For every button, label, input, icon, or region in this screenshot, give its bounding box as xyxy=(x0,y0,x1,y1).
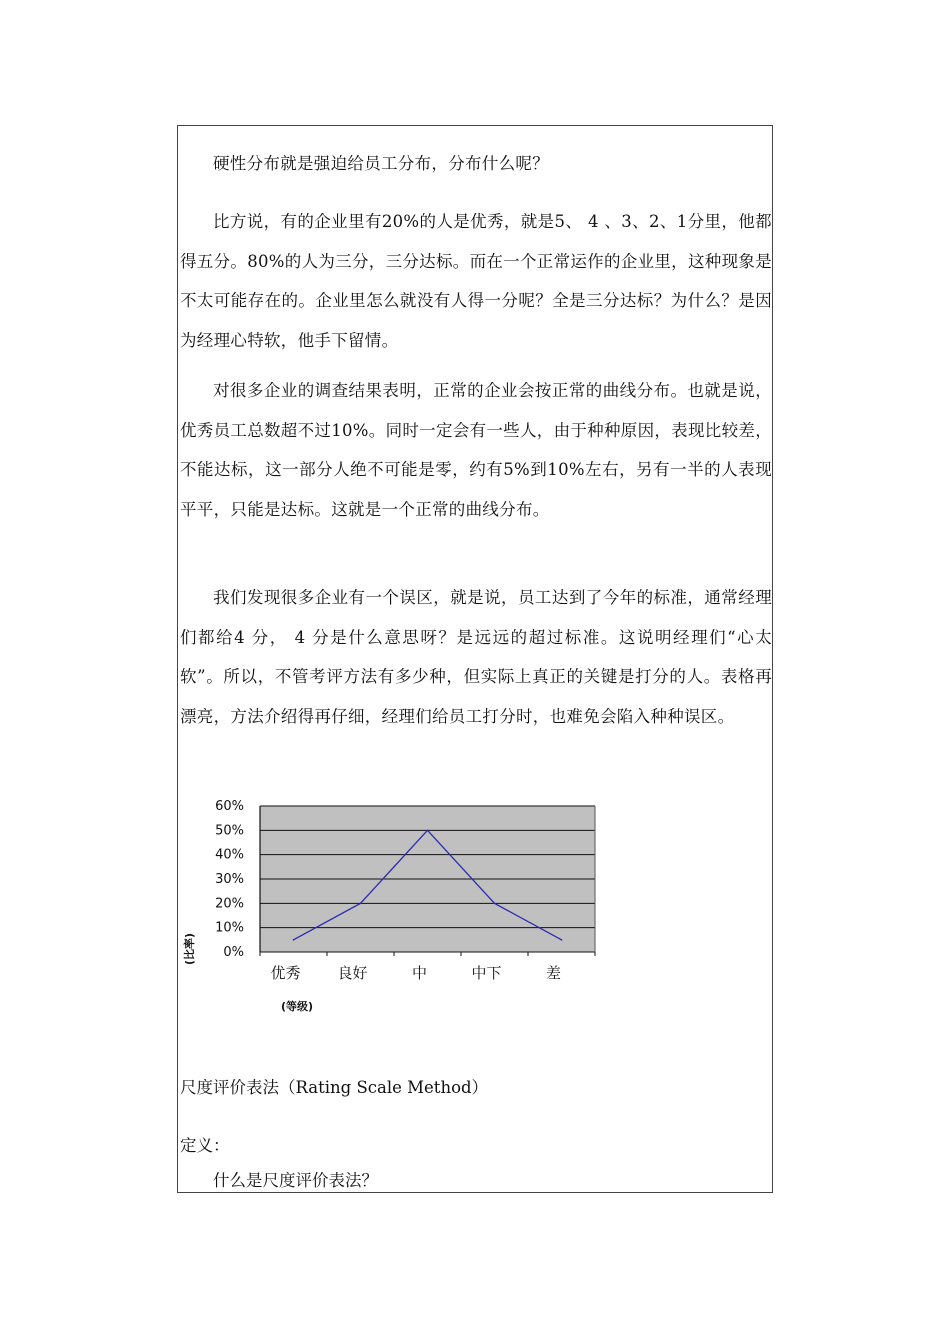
data-point xyxy=(561,939,563,941)
y-tick-label: 0% xyxy=(223,945,244,960)
section-title: 尺度评价表法（Rating Scale Method） xyxy=(180,1078,489,1097)
question-text: 什么是尺度评价表法？ xyxy=(213,1171,378,1190)
x-category-label: 中下 xyxy=(471,964,502,982)
data-point xyxy=(427,830,429,832)
y-tick-label: 60% xyxy=(215,800,244,814)
paragraph-4: 我们发现很多企业有一个误区，就是说，员工达到了今年的标准，通常经理们都给4 分， 4 分是什么意思呀？是远远的超过标准。这说明经理们“心太软”。所以，不管考评方法有多少种，但实际上真正的关键是打分的人。表格再漂亮，方法介绍得再仔细，经理们给员工打分时，也难免会陷入种种误区。 xyxy=(180,588,772,726)
paragraph-2: 比方说，有的企业里有20%的人是优秀，就是5、 4 、3、2、1分里，他都得五分。80%的人为三分，三分达标。而在一个正常运作的企业里，这种现象是不太可能存在的。企业里怎么就没有人得一分呢？全是三分达标？为什么？是因为经理心特软，他手下留情。 xyxy=(180,212,772,350)
y-tick-label: 20% xyxy=(215,896,244,912)
distribution-line-chart xyxy=(180,800,610,1030)
y-tick-label: 30% xyxy=(215,872,244,887)
data-point xyxy=(360,903,362,905)
x-category-label: 中 xyxy=(411,964,428,982)
x-category-label: 良好 xyxy=(337,964,368,982)
x-category-label: 差 xyxy=(545,964,562,982)
x-category-label: 优秀 xyxy=(270,964,301,982)
paragraph-1: 硬性分布就是强迫给员工分布，分布什么呢？ xyxy=(213,154,549,173)
data-point xyxy=(494,903,496,905)
definition-label: 定义： xyxy=(180,1136,230,1155)
data-point xyxy=(293,939,295,941)
y-tick-label: 50% xyxy=(215,823,244,839)
paragraph-3: 对很多企业的调查结果表明，正常的企业会按正常的曲线分布。也就是说，优秀员工总数超不过10%。同时一定会有一些人，由于种种原因，表现比较差，不能达标，这一部分人绝不可能是零，约有5%到10%左右，另有一半的人表现平平，只能是达标。这就是一个正常的曲线分布。 xyxy=(180,381,772,519)
y-tick-label: 40% xyxy=(215,847,244,863)
y-axis-label: (比率) xyxy=(183,932,196,966)
x-axis-label: (等级) xyxy=(280,1000,314,1013)
content-frame xyxy=(177,125,773,1193)
y-tick-label: 10% xyxy=(215,920,244,936)
